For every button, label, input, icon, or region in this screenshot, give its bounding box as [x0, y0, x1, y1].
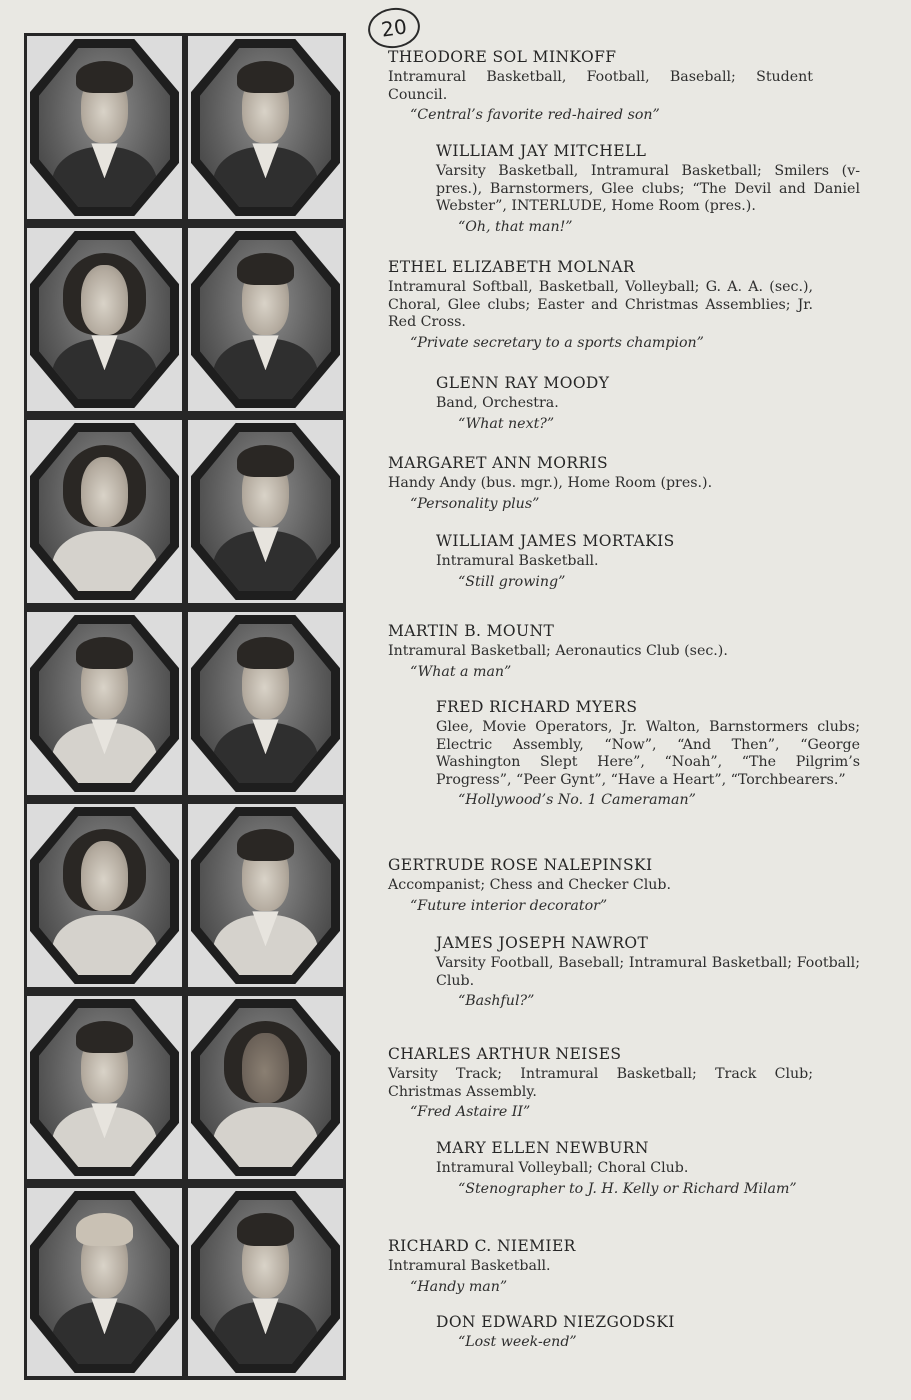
student-name: ETHEL ELIZABETH MOLNAR	[388, 258, 635, 276]
student-name: GERTRUDE ROSE NALEPINSKI	[388, 856, 653, 874]
portrait-mortakis	[188, 420, 343, 603]
portrait-strip	[24, 33, 346, 1380]
student-quote: “Central’s favorite red-haired son”	[410, 107, 660, 123]
entry-nawrot	[436, 934, 860, 1009]
entry-neises	[388, 1045, 813, 1120]
student-quote: “Hollywood’s No. 1 Cameraman”	[458, 792, 696, 808]
student-name: WILLIAM JAY MITCHELL	[436, 142, 647, 160]
portrait-moody	[188, 228, 343, 411]
student-activities: Handy Andy (bus. mgr.), Home Room (pres.).	[388, 475, 713, 491]
student-activities: Intramural Basketball.	[388, 1258, 551, 1274]
portrait-morris	[27, 420, 182, 603]
student-activities: Accompanist; Chess and Checker Club.	[388, 877, 672, 893]
student-activities: Intramural Basketball; Aeronautics Club (sec.).	[388, 643, 728, 659]
student-name: GLENN RAY MOODY	[436, 374, 610, 392]
student-quote: “Stenographer to J. H. Kelly or Richard Milam”	[458, 1180, 797, 1197]
student-activities: Intramural Basketball.	[436, 553, 599, 569]
student-name: MARGARET ANN MORRIS	[388, 454, 609, 472]
student-quote: “Handy man”	[410, 1278, 508, 1295]
student-name: CHARLES ARTHUR NEISES	[388, 1045, 622, 1063]
entry-moody	[436, 374, 860, 432]
entry-mortakis	[436, 532, 860, 590]
student-name: RICHARD C. NIEMIER	[388, 1237, 576, 1255]
student-quote: “Future interior decorator”	[410, 897, 608, 914]
portrait-niemier	[27, 1188, 182, 1376]
student-quote: “Lost week-end”	[458, 1334, 577, 1350]
entry-molnar	[388, 258, 813, 351]
student-name: DON EDWARD NIEZGODSKI	[436, 1313, 675, 1331]
entry-mitchell	[436, 142, 860, 235]
portrait-nalepinski	[27, 804, 182, 987]
student-quote: “What next?”	[458, 415, 555, 432]
student-name: THEODORE SOL MINKOFF	[388, 48, 617, 66]
portrait-molnar	[27, 228, 182, 411]
student-quote: “Oh, that man!”	[458, 218, 573, 235]
student-quote: “Fred Astaire II”	[410, 1104, 531, 1120]
entry-mount	[388, 622, 813, 680]
entry-morris	[388, 454, 813, 512]
portrait-myers	[188, 612, 343, 795]
student-quote: “Still growing”	[458, 573, 566, 590]
portrait-neises	[27, 996, 182, 1179]
portrait-mitchell	[188, 36, 343, 219]
page-number: 20	[365, 5, 422, 52]
entry-minkoff	[388, 48, 813, 123]
student-quote: “Private secretary to a sports champion”	[410, 334, 704, 351]
entry-nalepinski	[388, 856, 813, 914]
student-name: JAMES JOSEPH NAWROT	[436, 934, 649, 952]
student-activities: Intramural Softball, Basketball, Volleyball; G. A. A. (sec.), Choral, Glee clubs; Easter and Christmas Assemblies; Jr. Red Cross.	[388, 279, 813, 330]
portrait-mount	[27, 612, 182, 795]
portrait-minkoff	[27, 36, 182, 219]
entry-myers	[436, 698, 860, 808]
student-activities: Intramural Volleyball; Choral Club.	[436, 1160, 689, 1176]
student-quote: “Personality plus”	[410, 495, 540, 512]
student-activities: Varsity Track; Intramural Basketball; Track Club; Christmas Assembly.	[388, 1066, 813, 1100]
student-activities: Intramural Basketball, Football, Baseball; Student Council.	[388, 69, 813, 103]
student-quote: “What a man”	[410, 663, 512, 680]
student-activities: Varsity Basketball, Intramural Basketball; Smilers (v-pres.), Barnstormers, Glee clubs; “The Devil and Daniel Webster”, INTERLUDE, Home Room (pres.).	[436, 163, 860, 214]
student-activities: Varsity Football, Baseball; Intramural Basketball; Football; Club.	[436, 955, 860, 989]
student-name: MARY ELLEN NEWBURN	[436, 1139, 649, 1157]
entry-niemier	[388, 1237, 813, 1295]
student-name: FRED RICHARD MYERS	[436, 698, 638, 716]
entry-newburn	[436, 1139, 860, 1197]
student-quote: “Bashful?”	[458, 993, 535, 1009]
portrait-niezgodski	[188, 1188, 343, 1376]
student-name: WILLIAM JAMES MORTAKIS	[436, 532, 675, 550]
portrait-nawrot	[188, 804, 343, 987]
student-name: MARTIN B. MOUNT	[388, 622, 555, 640]
student-activities: Band, Orchestra.	[436, 395, 559, 411]
portrait-newburn	[188, 996, 343, 1179]
entry-niezgodski	[436, 1313, 860, 1350]
student-activities: Glee, Movie Operators, Jr. Walton, Barnstormers clubs; Electric Assembly, “Now”, “And Then”, “George Washington Slept Here”, “Noah”, “The Pilgrim’s Progress”, “Peer Gynt”, “Have a Heart”, “Torchbearers.”	[436, 719, 860, 788]
